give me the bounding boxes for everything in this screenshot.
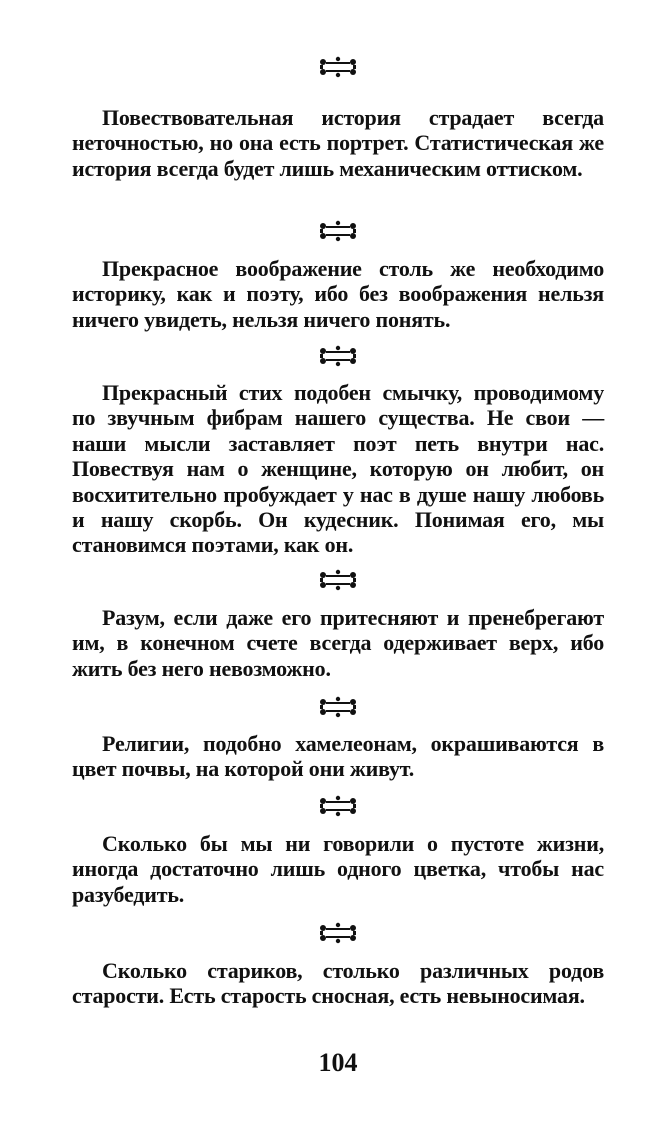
- paragraph: Прекрасный стих подобен смычку, проводимому по звучным фибрам нашего существа. Не свои — наши мысли заставляет поэт петь внутри нас. Повествуя нам о женщине, которую он любит, он восхитительно пробуждает у нас в душе нашу любовь и нашу скорбь. Он кудесник. Понимая его, мы становимся поэтами, как он.: [72, 380, 604, 558]
- floral-divider-icon: [72, 218, 604, 244]
- floral-divider-icon: [72, 567, 604, 593]
- paragraph: Прекрасное воображение столь же необходимо историку, как и поэту, ибо без воображения нельзя ничего увидеть, нельзя ничего понять.: [72, 256, 604, 332]
- paragraph: Религии, подобно хамелеонам, окрашиваются в цвет почвы, на которой они живут.: [72, 731, 604, 782]
- paragraph: Повествовательная история страдает всегда неточностью, но она есть портрет. Статистическая же история всегда будет лишь механическим оттиском.: [72, 105, 604, 181]
- paragraph: Сколько стариков, столько различных родов старости. Есть старость сносная, есть невыносимая.: [72, 958, 604, 1009]
- floral-divider-icon: [72, 343, 604, 369]
- floral-divider-icon: [72, 54, 604, 80]
- floral-divider-icon: [72, 793, 604, 819]
- page-number: 104: [318, 1048, 358, 1077]
- floral-divider-icon: [72, 694, 604, 720]
- paragraph: Разум, если даже его притесняют и пренебрегают им, в конечном счете всегда одерживает верх, ибо жить без него невозможно.: [72, 605, 604, 681]
- paragraph: Сколько бы мы ни говорили о пустоте жизни, иногда достаточно лишь одного цветка, чтобы нас разубедить.: [72, 831, 604, 907]
- book-page: [72, 0, 604, 1132]
- floral-divider-icon: [72, 920, 604, 946]
